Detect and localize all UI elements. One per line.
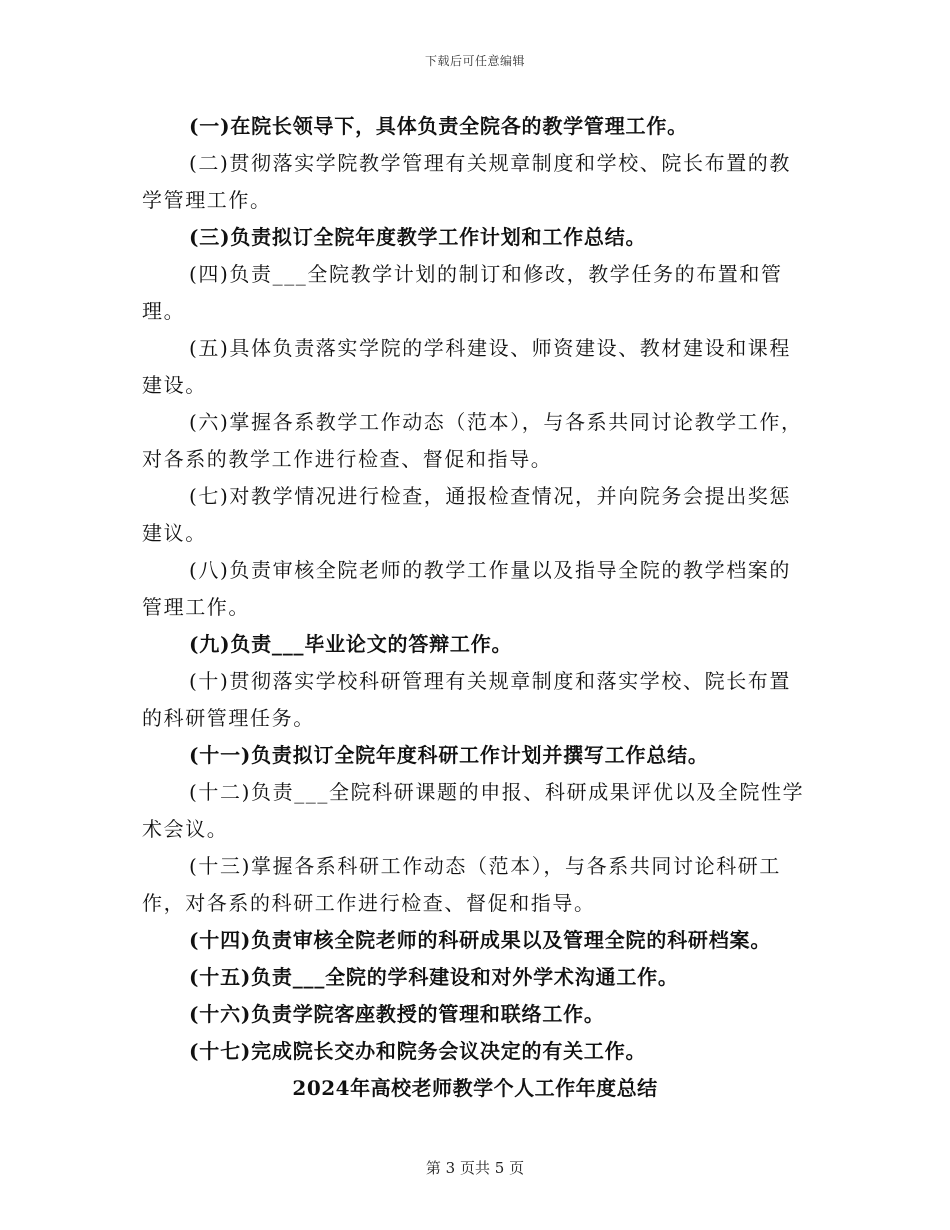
paragraph-10: (十)贯彻落实学校科研管理有关规章制度和落实学校、院长布置的科研管理任务。 bbox=[142, 669, 792, 730]
paragraph-8: (八)负责审核全院老师的教学工作量以及指导全院的教学档案的管理工作。 bbox=[142, 558, 792, 619]
paragraph-5: (五)具体负责落实学院的学科建设、师资建设、教材建设和课程建设。 bbox=[142, 336, 792, 397]
paragraph-13: (十三)掌握各系科研工作动态（范本），与各系共同讨论科研工作，对各系的科研工作进行检查、督促和指导。 bbox=[142, 854, 782, 915]
paragraph-3: (三)负责拟订全院年度教学工作计划和工作总结。 bbox=[189, 225, 647, 249]
page-header-note: 下载后可任意编辑 bbox=[424, 54, 525, 68]
paragraph-4: (四)负责___全院教学计划的制订和修改，教学任务的布置和管理。 bbox=[142, 262, 783, 323]
paragraph-7: (七)对教学情况进行检查，通报检查情况，并向院务会提出奖惩建议。 bbox=[142, 484, 792, 545]
paragraph-12: (十二)负责___全院科研课题的申报、科研成果评优以及全院性学术会议。 bbox=[142, 780, 805, 841]
paragraph-17: (十七)完成院长交办和院务会议决定的有关工作。 bbox=[189, 1039, 647, 1063]
paragraph-14: (十四)负责审核全院老师的科研成果以及管理全院的科研档案。 bbox=[189, 928, 772, 952]
page-number-footer: 第 3 页共 5 页 bbox=[425, 1159, 525, 1177]
next-section-title: 2024年高校老师教学个人工作年度总结 bbox=[292, 1076, 658, 1100]
paragraph-9: (九)负责___毕业论文的答辩工作。 bbox=[189, 632, 513, 656]
paragraph-15: (十五)负责___全院的学科建设和对外学术沟通工作。 bbox=[189, 965, 679, 989]
paragraph-11: (十一)负责拟订全院年度科研工作计划并撰写工作总结。 bbox=[189, 743, 709, 767]
paragraph-6: (六)掌握各系教学工作动态（范本），与各系共同讨论教学工作，对各系的教学工作进行检查、督促和指导。 bbox=[142, 410, 803, 471]
document-body bbox=[142, 108, 808, 1107]
paragraph-2: (二)贯彻落实学院教学管理有关规章制度和学校、院长布置的教学管理工作。 bbox=[142, 151, 792, 212]
paragraph-1: (一)在院长领导下，具体负责全院各的教学管理工作。 bbox=[189, 114, 688, 138]
paragraph-16: (十六)负责学院客座教授的管理和联络工作。 bbox=[189, 1002, 605, 1026]
